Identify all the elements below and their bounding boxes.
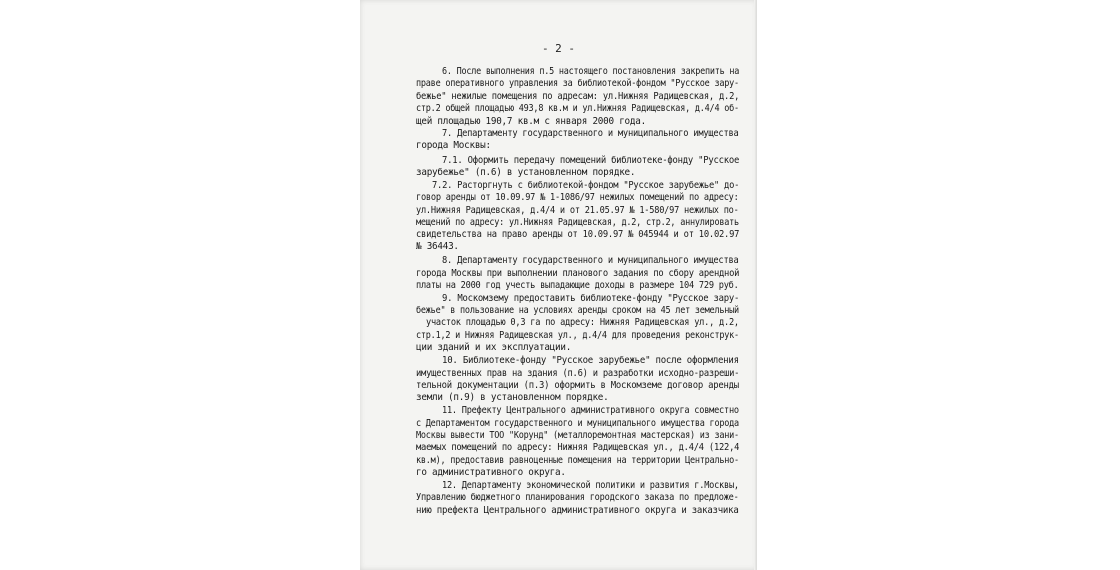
text-line: платы на 2000 год учесть выпадающие доходы в размере 104 729 руб. <box>416 280 739 291</box>
text-line: щей площадью 190,7 кв.м с января 2000 года. <box>416 116 646 127</box>
text-line: маемых помещений по адресу: Нижняя Радищевская ул., д.4/4 (122,4 <box>416 442 740 453</box>
text-line: тельной документации (п.3) оформить в Москомземе договор аренды <box>416 380 739 391</box>
text-line: бежье" нежилые помещения по адресам: ул.Нижняя Радищевская, д.2, <box>416 91 740 102</box>
text-line: нию префекта Центрального административного округа и заказчика <box>416 505 739 516</box>
text-line: 7. Департаменту государственного и муниципального имущества <box>442 128 739 139</box>
text-line: го административного округа. <box>416 467 566 478</box>
text-line: 6. После выполнения п.5 настоящего постановления закрепить на <box>442 66 740 77</box>
text-line: свидетельства на право аренды от 10.09.97 № 045944 и от 10.02.97 <box>416 229 740 240</box>
scanned-page <box>360 0 757 570</box>
text-line: 9. Москомзему предоставить библиотеке-фонду "Русское зару- <box>442 293 740 304</box>
text-line: № 36443. <box>416 241 459 252</box>
text-line: 10. Библиотеке-фонду "Русское зарубежье" после оформления <box>442 355 739 366</box>
text-line: 7.1. Оформить передачу помещений библиотеке-фонду "Русское <box>442 155 740 166</box>
text-line: ции зданий и их эксплуатации. <box>416 342 572 353</box>
text-line: имущественных прав на здания (п.6) и разработки исходно-разреши- <box>416 368 740 379</box>
text-line: участок площадью 0,3 га по адресу: Нижняя Радищевская ул., д.2, <box>426 317 739 328</box>
text-line: 7.2. Расторгнуть с библиотекой-фондом "Русское зарубежье" до- <box>432 180 740 191</box>
text-line: города Москвы: <box>416 140 491 151</box>
page-number: - 2 - <box>541 42 576 55</box>
text-line: Москвы вывести ТОО "Корунд" (металлоремонтная мастерская) из зани- <box>416 430 739 441</box>
text-line: 8. Департаменту государственного и муниципального имущества <box>442 255 739 266</box>
text-line: праве оперативного управления за библиотекой-фондом "Русское зару- <box>416 78 739 89</box>
text-line: мещений по адресу: ул.Нижняя Радищевская, д.2, стр.2, аннулировать <box>416 217 739 228</box>
text-line: стр.2 общей площадью 493,8 кв.м и ул.Нижняя Радищевская, д.4/4 об- <box>416 103 739 114</box>
text-line: земли (п.9) в установленном порядке. <box>416 392 609 403</box>
text-line: Управлению бюджетного планирования городского заказа по предложе- <box>416 492 739 503</box>
text-line: города Москвы при выполнении планового задания по сбору арендной <box>416 268 740 279</box>
text-line: ул.Нижняя Радищевская, д.4/4 и от 21.05.97 № 1-580/97 нежилых по- <box>416 205 739 216</box>
text-line: стр.1,2 и Нижняя Радищевская ул., д.4/4 для проведения реконструк- <box>416 330 739 341</box>
text-line: кв.м), предоставив равноценные помещения на территории Центрально- <box>416 455 739 466</box>
text-line: говор аренды от 10.09.97 № 1-1086/97 нежилых помещений по адресу: <box>416 192 739 203</box>
text-line: 12. Департаменту экономической политики и развития г.Москвы, <box>442 480 739 491</box>
text-line: зарубежье" (п.6) в установленном порядке. <box>416 167 636 178</box>
text-line: с Департаментом государственного и муниципального имущества города <box>416 418 739 429</box>
page-edge-shadow <box>754 0 757 570</box>
text-line: 11. Префекту Центрального административного округа совместно <box>442 405 739 416</box>
text-line: бежье" в пользование на условиях аренды сроком на 45 лет земельный <box>416 305 739 316</box>
